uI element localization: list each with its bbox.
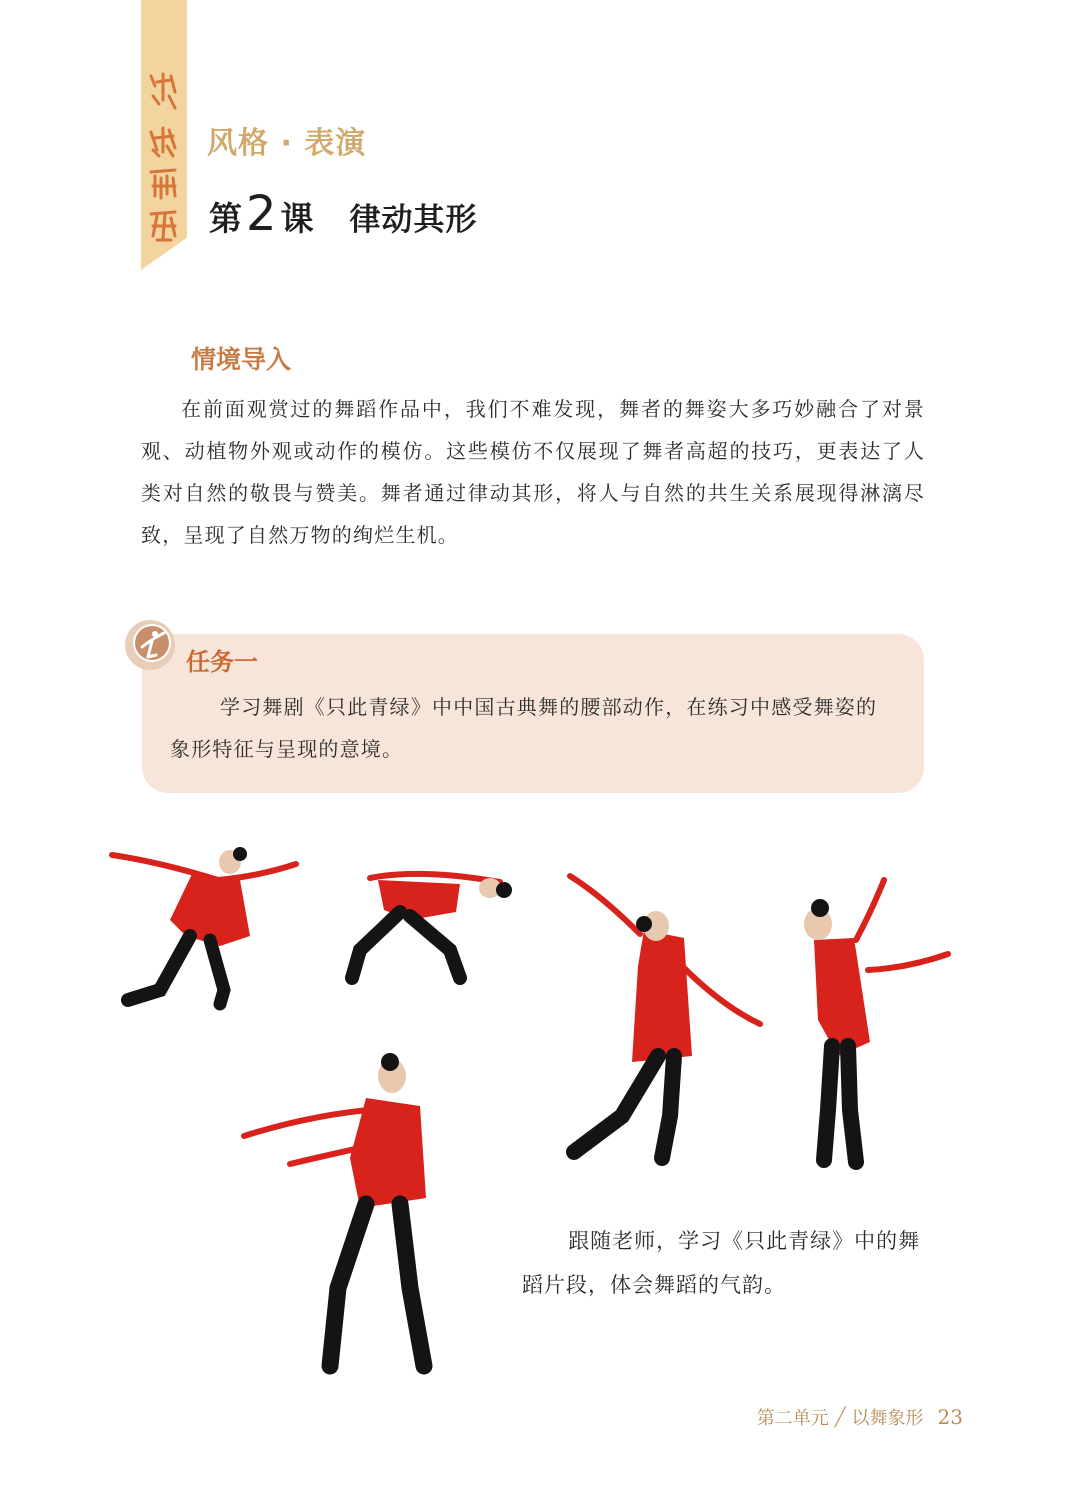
page-footer bbox=[757, 1404, 963, 1430]
footer-separator: ╱ bbox=[834, 1406, 846, 1428]
dancer-photo-arms-bent bbox=[788, 870, 963, 1170]
intro-heading: 情境导入 bbox=[191, 345, 292, 374]
footer-subtitle: 以舞象形 bbox=[851, 1408, 924, 1429]
intro-paragraph: 在前面观赏过的舞蹈作品中，我们不难发现，舞者的舞姿大多巧妙融合了对景观、动植物外观或动作的模仿。这些模仿不仅展现了舞者高超的技巧，更表达了人类对自然的敬畏与赞美。舞者通过律动其形，将人与自然的共生关系展现得淋漓尽致，呈现了自然万物的绚烂生机。 bbox=[141, 397, 925, 547]
dancer-badge-icon bbox=[122, 617, 178, 677]
task-heading: 任务一 bbox=[186, 648, 258, 676]
lesson-prefix: 第 bbox=[209, 199, 242, 238]
lesson-number: 2 bbox=[246, 186, 277, 242]
photo-caption: 跟随老师，学习《只此青绿》中的舞蹈片段，体会舞蹈的气韵。 bbox=[522, 1229, 921, 1297]
footer-unit: 第二单元 bbox=[756, 1408, 829, 1429]
dancer-photo-arm-raised bbox=[552, 866, 772, 1166]
unit-title: 风格 · 表演 bbox=[207, 126, 367, 161]
dancer-photo-lean-back bbox=[100, 840, 320, 1020]
decorative-ribbon bbox=[141, 0, 187, 270]
lesson-title bbox=[209, 186, 478, 242]
seal-script-glyphs bbox=[141, 0, 187, 270]
dancer-photo-back-bend bbox=[340, 860, 530, 995]
task-description: 学习舞剧《只此青绿》中中国古典舞的腰部动作，在练习中感受舞姿的象形特征与呈现的意境。 bbox=[170, 695, 878, 761]
lesson-suffix: 课 bbox=[280, 199, 314, 238]
dancer-photo-arms-swept bbox=[230, 1048, 470, 1378]
lesson-name: 律动其形 bbox=[349, 202, 478, 238]
page-number: 23 bbox=[937, 1405, 963, 1429]
